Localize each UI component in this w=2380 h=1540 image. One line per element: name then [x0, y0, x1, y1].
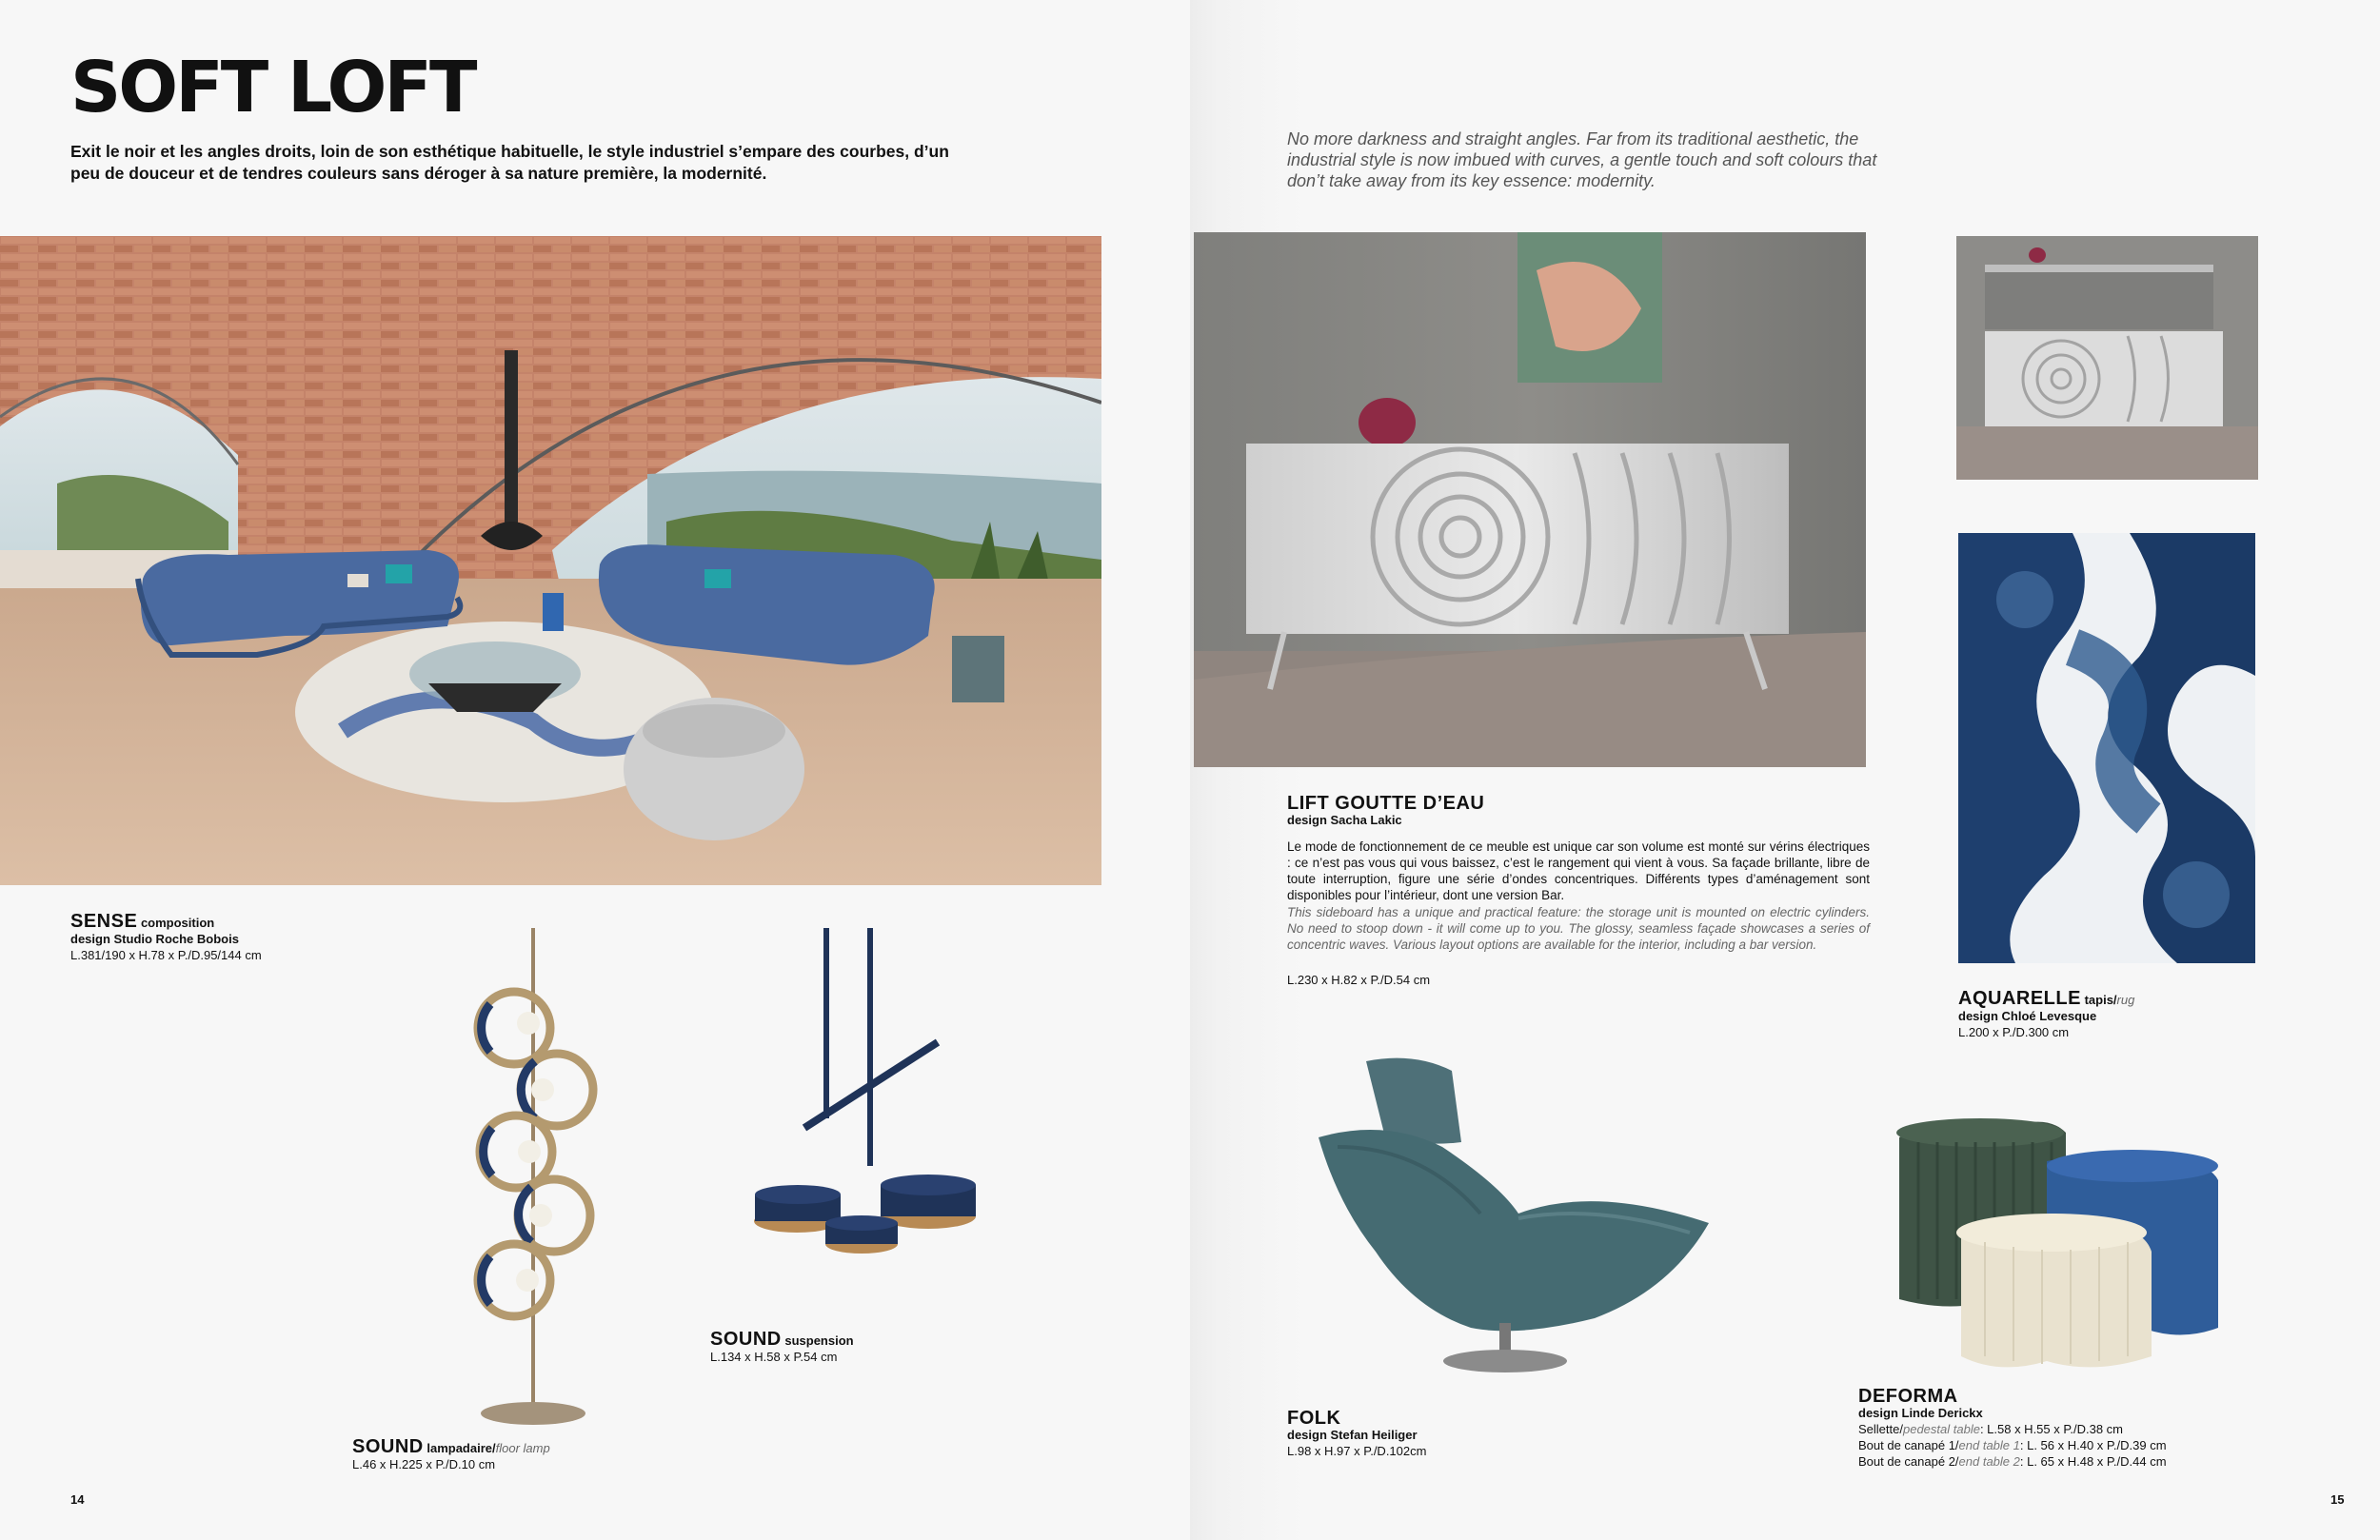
deforma-caption	[1858, 1386, 2167, 1470]
folk-chair-photo	[1309, 1052, 1718, 1385]
sound-floor-name: SOUND	[352, 1436, 424, 1457]
page-title: SOFT LOFT	[70, 47, 475, 128]
folk-dims: L.98 x H.97 x P./D.102cm	[1287, 1444, 1427, 1458]
sound-suspension-caption	[710, 1329, 854, 1365]
intro-english: No more darkness and straight angles. Far from its traditional aesthetic, the industrial style is now imbued with curves, a gentle touch and soft colours that don’t take away from its key essence: modernity.	[1287, 129, 1877, 190]
lift-dims: L.230 x H.82 x P./D.54 cm	[1287, 973, 1431, 987]
sound-floor-caption	[352, 1436, 550, 1472]
sense-type: composition	[140, 916, 215, 930]
deforma-name: DEFORMA	[1858, 1386, 1958, 1407]
lift-caption	[1287, 793, 1485, 828]
sense-name: SENSE	[70, 911, 138, 932]
deforma-line3-c: : L. 65 x H.48 x P./D.44 cm	[2019, 1454, 2167, 1469]
deforma-tables-photo	[1894, 1118, 2294, 1380]
sound-susp-dims: L.134 x H.58 x P.54 cm	[710, 1350, 838, 1364]
deforma-line-2	[1858, 1437, 2167, 1453]
sense-living-room-photo	[0, 236, 1101, 885]
deforma-line2-b: end table 1	[1958, 1438, 2020, 1452]
aquarelle-type: tapis/	[2084, 993, 2117, 1007]
aquarelle-name: AQUARELLE	[1958, 988, 2081, 1009]
folk-caption	[1287, 1408, 1427, 1459]
sound-floor-lamp-photo	[447, 918, 619, 1432]
deforma-line3-b: end table 2	[1958, 1454, 2020, 1469]
deforma-designer: design Linde Derickx	[1858, 1406, 1983, 1420]
deforma-line-1	[1858, 1421, 2167, 1437]
deforma-line1-c: : L.58 x H.55 x P./D.38 cm	[1979, 1422, 2123, 1436]
aquarelle-dims: L.200 x P./D.300 cm	[1958, 1025, 2070, 1039]
aquarelle-caption	[1958, 988, 2135, 1040]
page-number-left: 14	[70, 1492, 85, 1507]
page-number-right: 15	[2330, 1492, 2345, 1507]
deforma-line2-c: : L. 56 x H.40 x P./D.39 cm	[2019, 1438, 2167, 1452]
sound-floor-dims: L.46 x H.225 x P./D.10 cm	[352, 1457, 496, 1471]
intro-french: Exit le noir et les angles droits, loin de son esthétique habituelle, le style industriel s’empare des courbes, d’un peu de douceur et de tendres couleurs sans déroger à sa nature première, la modernité.	[70, 142, 949, 183]
sound-susp-type: suspension	[784, 1333, 854, 1348]
folk-designer: design Stefan Heiliger	[1287, 1428, 1418, 1442]
sound-floor-type-en: floor lamp	[495, 1441, 550, 1455]
sound-suspension-photo	[747, 928, 985, 1280]
aquarelle-designer: design Chloé Levesque	[1958, 1009, 2097, 1023]
deforma-line1-a: Sellette/	[1858, 1422, 1903, 1436]
lift-sideboard-photo	[1194, 232, 1866, 767]
lift-description-en: This sideboard has a unique and practical feature: the storage unit is mounted on electric cylinders. No need to stoop down - it will come up to you. The glossy, seamless façade showcases a series of concentric waves. Various layout options are available for the interior, including a bar version.	[1287, 905, 1870, 952]
lift-name: LIFT GOUTTE D’EAU	[1287, 793, 1485, 814]
aquarelle-rug-photo	[1958, 533, 2255, 963]
sound-floor-type: lampadaire/	[426, 1441, 496, 1455]
lift-bar-photo	[1956, 236, 2258, 480]
lift-description-fr: Le mode de fonctionnement de ce meuble est unique car son volume est monté sur vérins électriques : ce n’est pas vous qui vous baissez, c’est le rangement qui vient à vous. Sa façade brillante, libre de toute interruption, figure une série d’ondes concentriques. Différents types d’aménagement sont disponibles pour l’intérieur, dont une version Bar.	[1287, 839, 1870, 902]
folk-name: FOLK	[1287, 1408, 1341, 1429]
deforma-line-3	[1858, 1453, 2167, 1470]
aquarelle-type-en: rug	[2116, 993, 2135, 1007]
sense-designer: design Studio Roche Bobois	[70, 932, 239, 946]
deforma-line3-a: Bout de canapé 2/	[1858, 1454, 1959, 1469]
lift-dims-block	[1287, 972, 1430, 988]
sense-caption	[70, 911, 262, 963]
deforma-line2-a: Bout de canapé 1/	[1858, 1438, 1959, 1452]
sense-dims: L.381/190 x H.78 x P./D.95/144 cm	[70, 948, 262, 962]
lift-designer: design Sacha Lakic	[1287, 813, 1402, 827]
sound-susp-name: SOUND	[710, 1329, 782, 1350]
deforma-line1-b: pedestal table	[1902, 1422, 1980, 1436]
